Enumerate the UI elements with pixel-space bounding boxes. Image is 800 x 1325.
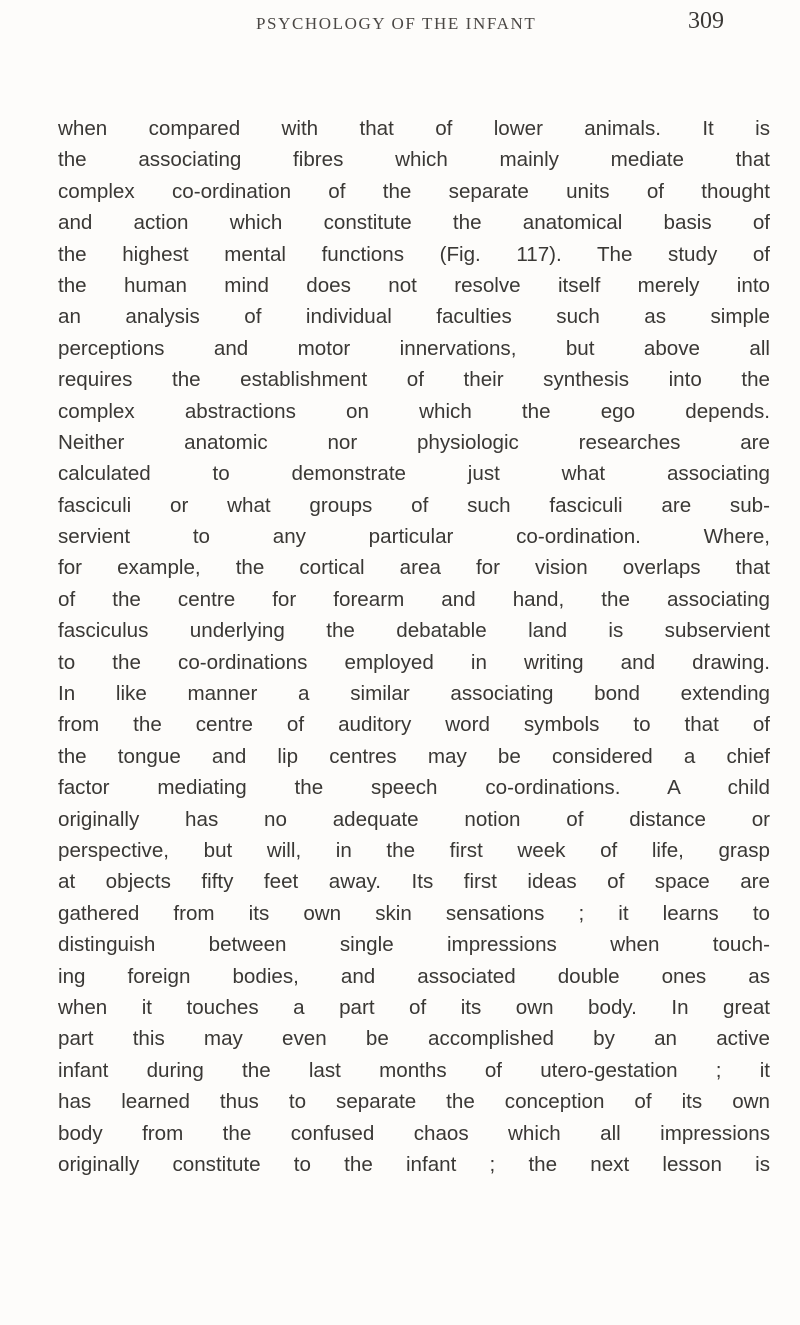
body-text [58, 113, 770, 1180]
running-head: PSYCHOLOGY OF THE INFANT [256, 14, 537, 33]
text-line: from the centre of auditory word symbols to that of [58, 713, 770, 737]
text-line: fasciculus underlying the debatable land is subservient [58, 619, 770, 643]
text-line: complex abstractions on which the ego depends. [58, 399, 770, 423]
text-line: distinguish between single impressions when touch- [58, 933, 770, 957]
text-line: calculated to demonstrate just what associating [58, 462, 770, 486]
text-line: of the centre for forearm and hand, the associating [58, 587, 770, 611]
text-line: and action which constitute the anatomical basis of [58, 211, 770, 235]
text-line: fasciculi or what groups of such fasciculi are sub- [58, 493, 770, 517]
text-line: perspective, but will, in the first week of life, grasp [58, 838, 770, 862]
text-line: ing foreign bodies, and associated double ones as [58, 964, 770, 988]
text-line: when compared with that of lower animals. It is [58, 117, 770, 140]
page-number: 309 [688, 8, 724, 34]
text-line: the tongue and lip centres may be considered a chief [58, 744, 770, 768]
text-line: servient to any particular co-ordination. Where, [58, 525, 770, 549]
text-line: requires the establishment of their synthesis into the [58, 368, 770, 392]
text-line: In like manner a similar associating bond extending [58, 682, 770, 706]
text-line: complex co-ordination of the separate units of thought [58, 179, 770, 203]
text-line: when it touches a part of its own body. In great [58, 995, 770, 1019]
text-line: the human mind does not resolve itself merely into [58, 273, 770, 297]
text-line: perceptions and motor innervations, but above all [58, 336, 770, 360]
text-line: Neither anatomic nor physiologic researches are [58, 430, 770, 454]
text-line: has learned thus to separate the conception of its own [58, 1090, 770, 1114]
text-line: part this may even be accomplished by an active [58, 1027, 770, 1051]
text-line: originally constitute to the infant ; the next lesson is [58, 1152, 770, 1176]
text-line: an analysis of individual faculties such as simple [58, 305, 770, 329]
text-line: the highest mental functions (Fig. 117). The study of [58, 242, 770, 266]
text-line: factor mediating the speech co-ordinations. A child [58, 776, 770, 800]
text-line: at objects fifty feet away. Its first ideas of space are [58, 870, 770, 894]
text-line: for example, the cortical area for vision overlaps that [58, 556, 770, 580]
text-line: gathered from its own skin sensations ; it learns to [58, 901, 770, 925]
text-line: the associating fibres which mainly mediate that [58, 148, 770, 172]
text-line: infant during the last months of utero-gestation ; it [58, 1058, 770, 1082]
text-line: to the co-ordinations employed in writing and drawing. [58, 650, 770, 674]
text-line: originally has no adequate notion of distance or [58, 807, 770, 831]
text-line: body from the confused chaos which all impressions [58, 1121, 770, 1145]
